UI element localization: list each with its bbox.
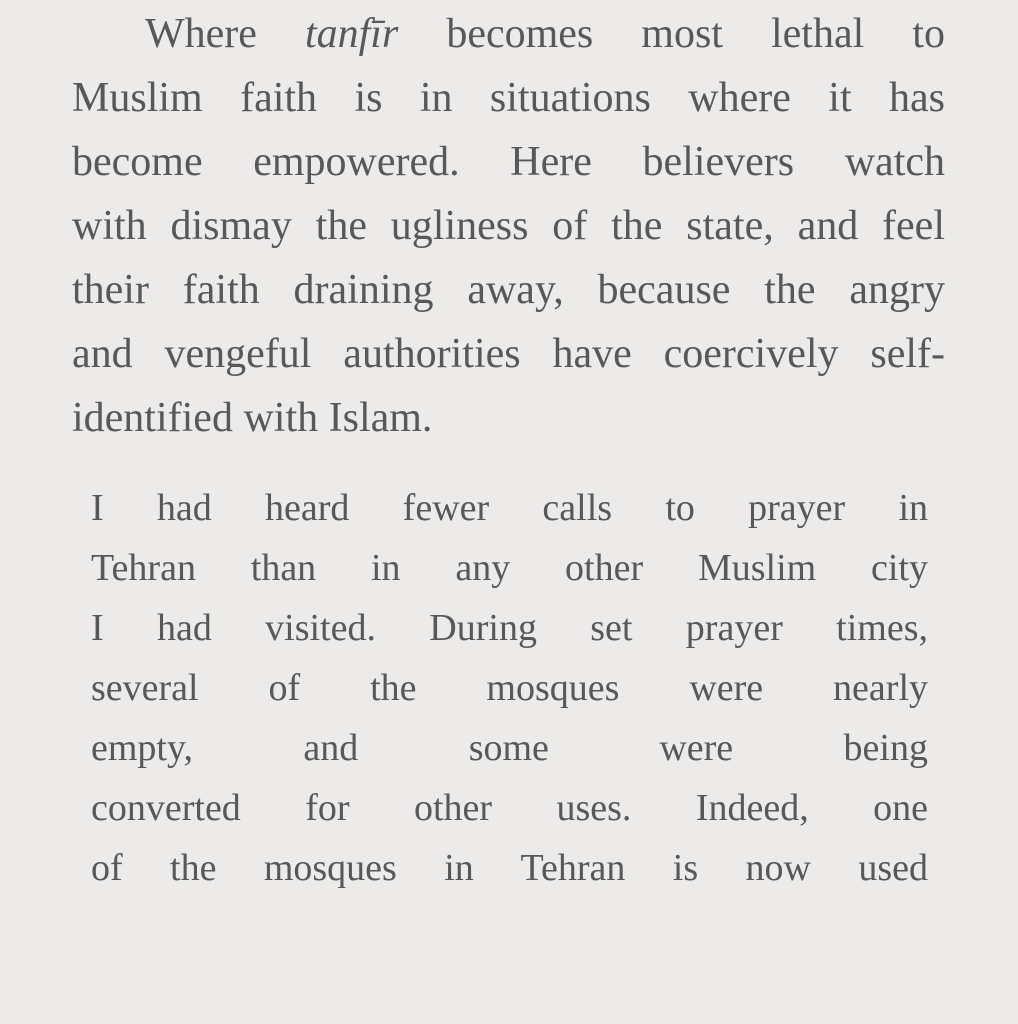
text-line: identified with Islam. bbox=[72, 395, 433, 441]
text-line: I had visited. During set prayer times, bbox=[91, 607, 928, 649]
italic-term: tanfīr bbox=[304, 11, 399, 57]
text-line: several of the mosques were nearly bbox=[91, 667, 928, 709]
text-line: with dismay the ugliness of the state, and feel bbox=[72, 203, 945, 249]
blockquote bbox=[91, 478, 928, 898]
text-line: and vengeful authorities have coercively self- bbox=[72, 331, 945, 377]
text-line: Where tanfīr becomes most lethal to bbox=[145, 11, 945, 57]
text-line: Tehran than in any other Muslim city bbox=[91, 547, 928, 589]
text-line: of the mosques in Tehran is now used bbox=[91, 847, 928, 889]
text-line: become empowered. Here believers watch bbox=[72, 139, 945, 185]
text-line: converted for other uses. Indeed, one bbox=[91, 787, 928, 829]
text-line: I had heard fewer calls to prayer in bbox=[91, 487, 928, 529]
text-line: Muslim faith is in situations where it has bbox=[72, 75, 945, 121]
paragraph bbox=[72, 2, 945, 450]
text-line: empty, and some were being bbox=[91, 727, 928, 769]
text-line: their faith draining away, because the angry bbox=[72, 267, 945, 313]
